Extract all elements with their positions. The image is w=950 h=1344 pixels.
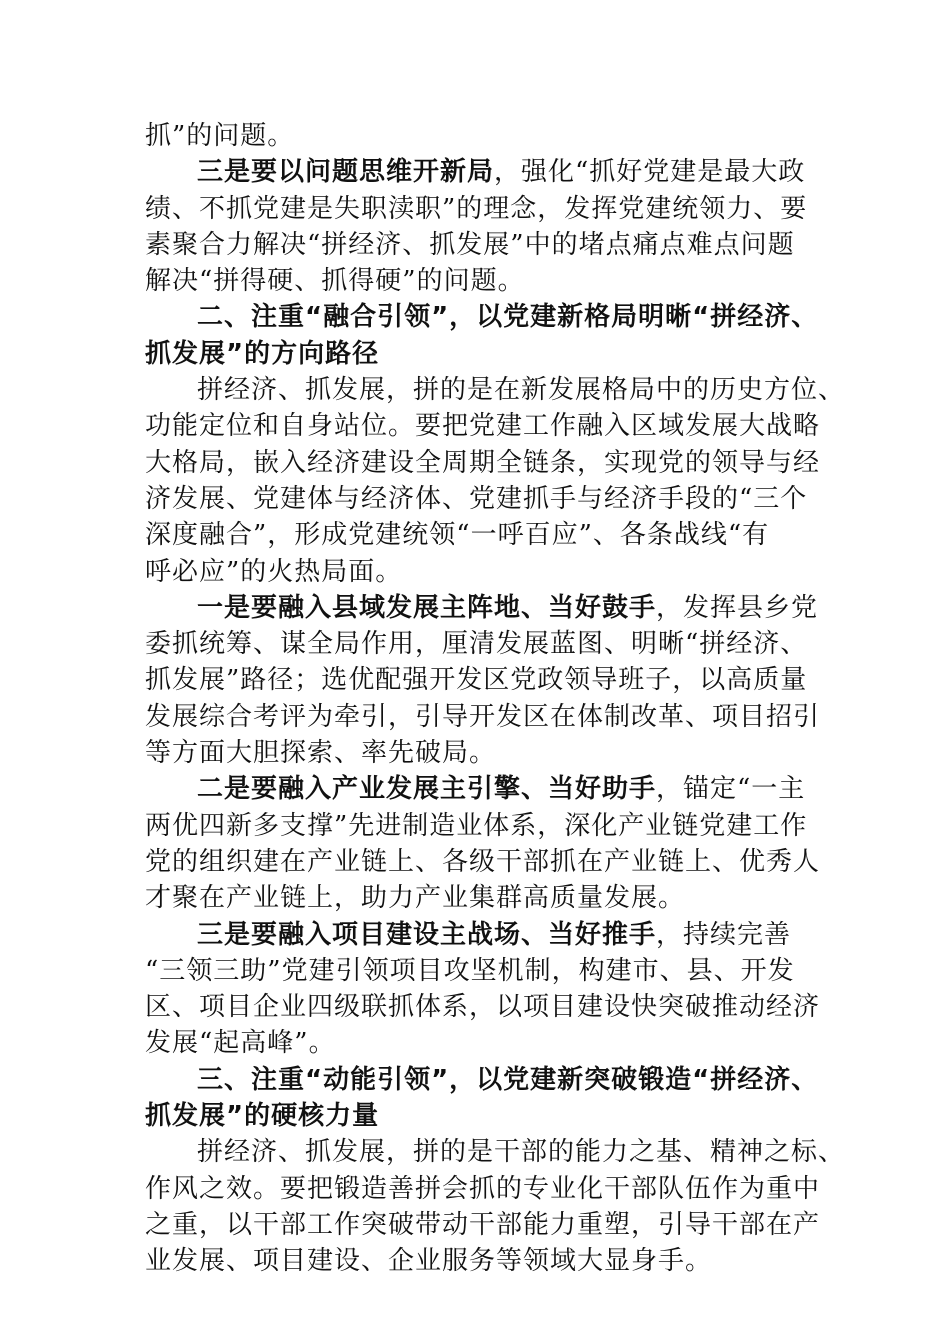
text-line	[145, 517, 825, 553]
text-line	[145, 1134, 846, 1170]
text-line	[145, 445, 825, 481]
bold-lead: 抓发展”的方向路径	[145, 338, 380, 369]
text-line	[145, 808, 825, 844]
body-text: ，强化“抓好党建是最大政	[494, 157, 806, 188]
body-text: 发展“起高峰”。	[145, 1028, 336, 1059]
text-line	[145, 626, 825, 662]
text-line	[145, 699, 825, 735]
body-text: 抓发展”路径；选优配强开发区党政领导班子，以高质量	[145, 665, 808, 696]
body-text: 拼经济、抓发展，拼的是干部的能力之基、精神之标、	[197, 1137, 846, 1168]
body-text: 深度融合”，形成党建统领“一呼百应”、各条战线“有	[145, 520, 770, 551]
text-line	[145, 662, 825, 698]
text-line	[145, 1207, 825, 1243]
body-text: 区、项目企业四级联抓体系，以项目建设快突破推动经济	[145, 992, 821, 1023]
text-line	[145, 735, 825, 771]
body-text: 呼必应”的火热局面。	[145, 556, 403, 587]
text-line	[145, 372, 846, 408]
bold-lead: 三是要以问题思维开新局	[197, 157, 495, 188]
text-line	[145, 227, 825, 263]
body-text: 两优四新多支撑”先进制造业体系，深化产业链党建工作	[145, 810, 808, 841]
text-line	[145, 1243, 825, 1279]
body-text: 等方面大胆探索、率先破局。	[145, 738, 497, 769]
text-line	[145, 989, 825, 1025]
body-text: 之重，以干部工作突破带动干部能力重塑，引导干部在产	[145, 1209, 821, 1240]
body-text: 素聚合力解决“拼经济、抓发展”中的堵点痛点难点问题	[145, 229, 795, 260]
text-line	[145, 844, 825, 880]
body-text: 功能定位和自身站位。要把党建工作融入区域发展大战略	[145, 411, 821, 442]
bold-lead: 二、注重“融合引领”，以党建新格局明晰“拼经济、	[197, 302, 819, 333]
text-line	[145, 554, 825, 590]
document-body	[145, 118, 846, 1280]
body-text: 委抓统筹、谋全局作用，厘清发展蓝图、明晰“拼经济、	[145, 629, 808, 660]
text-line	[145, 299, 825, 335]
body-text: 作风之效。要把锻造善拼会抓的专业化干部队伍作为重中	[145, 1173, 821, 1204]
text-line	[145, 263, 825, 299]
body-text: ，锚定“一主	[656, 774, 806, 805]
body-text: 业发展、项目建设、企业服务等领域大显身手。	[145, 1246, 713, 1277]
body-text: 绩、不抓党建是失职渎职”的理念，发挥党建统领力、要	[145, 193, 808, 224]
text-line	[145, 336, 825, 372]
bold-lead: 三是要融入项目建设主战场、当好推手	[197, 919, 657, 950]
text-line	[145, 917, 825, 953]
text-line	[145, 953, 825, 989]
text-line	[145, 481, 825, 517]
text-line	[145, 191, 825, 227]
bold-lead: 三、注重“动能引领”，以党建新突破锻造“拼经济、	[197, 1064, 819, 1095]
text-line	[145, 1025, 825, 1061]
body-text: 发展综合考评为牵引，引导开发区在体制改革、项目招引	[145, 701, 821, 732]
body-text: 拼经济、抓发展，拼的是在新发展格局中的历史方位、	[197, 375, 846, 406]
bold-lead: 二是要融入产业发展主引擎、当好助手	[197, 774, 657, 805]
text-line	[145, 1171, 825, 1207]
text-line	[145, 880, 825, 916]
body-text: 大格局，嵌入经济建设全周期全链条，实现党的领导与经	[145, 447, 821, 478]
text-line	[145, 771, 825, 807]
body-text: 党的组织建在产业链上、各级干部抓在产业链上、优秀人	[145, 846, 821, 877]
body-text: ，持续完善	[656, 919, 792, 950]
text-line	[145, 590, 825, 626]
body-text: 抓”的问题。	[145, 121, 295, 151]
body-text: ，发挥县乡党	[656, 592, 819, 623]
text-line	[145, 1098, 825, 1134]
body-text: 济发展、党建体与经济体、党建抓手与经济手段的“三个	[145, 483, 808, 514]
text-line	[145, 408, 825, 444]
text-line	[145, 1062, 825, 1098]
body-text: 才聚在产业链上，助力产业集群高质量发展。	[145, 883, 686, 914]
body-text: 解决“拼得硬、抓得硬”的问题。	[145, 266, 525, 297]
body-text: “三领三助”党建引领项目攻坚机制，构建市、县、开发	[145, 955, 795, 986]
text-line	[145, 154, 825, 190]
bold-lead: 一是要融入县域发展主阵地、当好鼓手	[197, 592, 657, 623]
text-line	[145, 118, 825, 154]
bold-lead: 抓发展”的硬核力量	[145, 1101, 380, 1132]
